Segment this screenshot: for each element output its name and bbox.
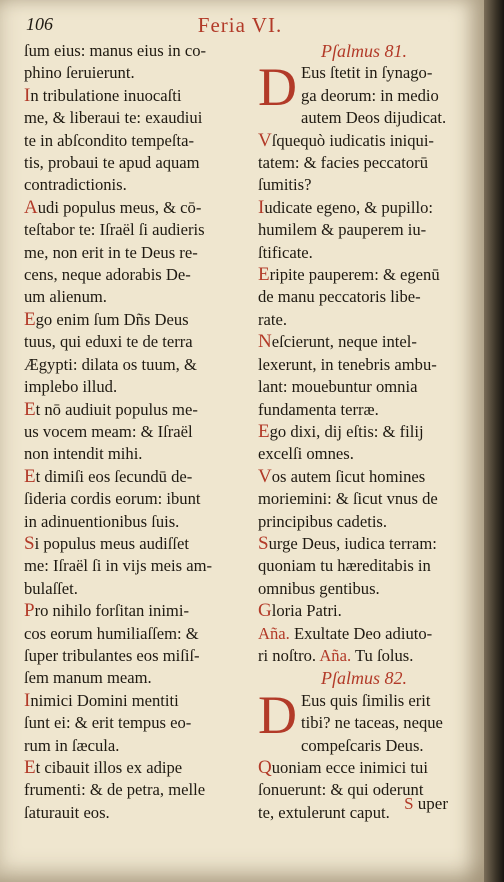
verse-line: contradictionis.: [24, 175, 127, 195]
verse-line: tuus, qui eduxi te de terra: [24, 332, 193, 352]
verse-initial: V: [258, 129, 272, 151]
verse-initial: N: [258, 331, 272, 353]
verse-line: humilem & pauperem iu-: [258, 220, 427, 240]
antiphon-label: Aña.: [258, 623, 290, 643]
verse-initial: I: [258, 196, 265, 218]
left-verse: [24, 40, 252, 85]
verse-line: cos eorum humiliaſſem: &: [24, 623, 199, 643]
verse-line: me: Iſraël ſi in vijs meis am-: [24, 556, 213, 576]
verse-line: omnibus gentibus.: [258, 578, 380, 598]
verse-line: tatem: & facies peccatorū: [258, 153, 428, 173]
verse-line: ſideria cordis eorum: ibunt: [24, 489, 201, 509]
verse-line: Ego enim ſum Dñs Deus: [24, 308, 189, 330]
verse-line: principibus cadetis.: [258, 511, 388, 531]
psalm-81-line: ga deorum: in medio: [301, 85, 439, 105]
verse-line: teſtabor te: Iſraël ſi audieris: [24, 220, 205, 240]
right-verse: [258, 331, 470, 421]
verse-line: me, non erit in te Deus re-: [24, 242, 198, 262]
verse-line: um alienum.: [24, 287, 107, 307]
verse-line: us vocem meam: & Iſraël: [24, 421, 193, 441]
verse-line: frumenti: & de petra, melle: [24, 780, 206, 800]
psalm-81-line: autem Deos dijudicat.: [301, 108, 447, 128]
verse-line: lexerunt, in tenebris ambu-: [258, 354, 437, 374]
verse-line: excelſi omnes.: [258, 444, 354, 464]
left-column: [24, 40, 252, 824]
verse-line: non intendit mihi.: [24, 444, 143, 464]
right-verse: [258, 130, 470, 197]
verse-line: Et nō audiuit populus me-: [24, 398, 198, 420]
verse-line: fundamenta terræ.: [258, 399, 379, 419]
verse-line: Et dimiſi eos ſecundū de-: [24, 465, 193, 487]
verse-line: rate.: [258, 309, 288, 329]
verse-line: Gloria Patri.: [258, 600, 342, 622]
verse-initial: E: [24, 308, 36, 330]
verse-initial: I: [24, 689, 31, 711]
verse-line: Ego dixi, dij eſtis: & filij: [258, 420, 424, 442]
page-header: [26, 14, 454, 40]
verse-initial: S: [24, 532, 35, 554]
verse-initial: S: [258, 532, 269, 554]
psalm-81-line: Eus ſtetit in ſynago-: [301, 63, 433, 83]
left-verse: [24, 690, 252, 757]
psalm-82-line: tibi? ne taceas, neque: [301, 713, 443, 733]
psalm-82-title: Pſalmus 82.: [320, 668, 407, 689]
left-verse: [24, 466, 252, 533]
verse-initial: E: [258, 420, 270, 442]
verse-line: Pro nihilo forſitan inimi-: [24, 600, 189, 622]
left-verse: [24, 85, 252, 197]
verse-line: Vos autem ſicut homines: [258, 465, 426, 487]
verse-line: tis, probaui te apud aquam: [24, 153, 200, 173]
psalm-82-dropcap: D: [258, 689, 297, 745]
verse-line: Iudicate egeno, & pupillo:: [258, 196, 433, 218]
verse-line: bulaſſet.: [24, 578, 78, 598]
verse-line: lant: mouebuntur omnia: [258, 377, 418, 397]
verse-line: moriemini: & ſicut vnus de: [258, 489, 438, 509]
right-verse: [258, 197, 470, 264]
verse-line: cens, neque adorabis De-: [24, 265, 191, 285]
left-verse: [24, 309, 252, 399]
right-verse: [258, 600, 470, 622]
psalm-82-opening: [258, 690, 470, 757]
verse-initial: I: [24, 84, 31, 106]
left-verse: [24, 197, 252, 309]
verse-line: ſaturauit eos.: [24, 802, 110, 822]
verse-line: Surge Deus, iudica terram:: [258, 532, 437, 554]
running-head: Feria VI.: [197, 13, 283, 37]
verse-line: Et cibauit illos ex adipe: [24, 757, 183, 778]
psalm-81-title: Pſalmus 81.: [320, 41, 407, 61]
verse-line: Ægypti: dilata os tuum, &: [24, 354, 197, 374]
verse-line: ſtificate.: [258, 242, 313, 262]
verse-line: Neſcierunt, neque intel-: [258, 331, 417, 353]
verse-line: ſem manum meam.: [24, 668, 152, 688]
right-verse: [258, 421, 470, 466]
verse-line: In tribulatione inuocaſti: [24, 84, 182, 106]
verse-line: Eripite pauperem: & egenū: [258, 264, 440, 286]
right-end-verse: [258, 757, 470, 824]
verse-initial: Q: [258, 757, 272, 778]
verse-line: ſuper tribulantes eos miſiſ-: [24, 645, 200, 665]
psalm-81-dropcap: D: [258, 62, 297, 118]
verse-line: Audi populus meus, & cō-: [24, 196, 202, 218]
right-verse: [258, 533, 470, 600]
page-number: 106: [26, 14, 53, 34]
psalm-82-line: Eus quis ſimilis erit: [301, 690, 431, 710]
verse-line: de manu peccatoris libe-: [258, 287, 421, 307]
verse-line: quoniam tu hæreditabis in: [258, 556, 431, 576]
verse-line: rum in ſæcula.: [24, 735, 120, 755]
verse-initial: E: [24, 757, 36, 778]
verse-initial: V: [258, 465, 272, 487]
verse-line: ſonuerunt: & qui oderunt: [258, 780, 424, 800]
verse-line: phino ſeruierunt.: [24, 63, 135, 83]
verse-line: Si populus meus audiſſet: [24, 532, 189, 554]
verse-initial: E: [24, 465, 36, 487]
verse-line: te, extulerunt caput.: [258, 802, 390, 822]
verse-line: Inimici Domini mentiti: [24, 689, 179, 711]
verse-initial: E: [258, 264, 270, 286]
verse-initial: E: [24, 398, 36, 420]
verse-initial: A: [24, 196, 38, 218]
verse-line: te in abſcondito tempeſta-: [24, 130, 195, 150]
catchword: S uper: [404, 794, 448, 813]
left-verse: [24, 600, 252, 690]
psalm-82-line: compeſcaris Deus.: [301, 735, 424, 755]
verse-line: Quoniam ecce inimici tui: [258, 757, 428, 778]
verse-line: implebo illud.: [24, 377, 118, 397]
antiphon-label-2: Aña.: [319, 645, 352, 665]
right-verse: [258, 466, 470, 533]
right-column: [258, 40, 470, 824]
verse-line: Vſquequò iudicatis iniqui-: [258, 129, 434, 151]
antiphon-line-2: ri noſtro. Aña. Tu ſolus.: [258, 645, 414, 665]
verse-line: ſumitis?: [258, 175, 312, 195]
verse-initial: G: [258, 600, 272, 622]
verse-line: me, & liberaui te: exaudiui: [24, 108, 203, 128]
verse-line: ſunt ei: & erit tempus eo-: [24, 713, 192, 733]
left-verse: [24, 399, 252, 466]
verse-line: ſum eius: manus eius in co-: [24, 41, 207, 60]
antiphon-line-1: Aña. Exultate Deo adiuto-: [258, 623, 433, 643]
right-verse: [258, 264, 470, 331]
psalm-81-opening: [258, 62, 470, 129]
page-edge: [484, 0, 504, 882]
verse-initial: P: [24, 600, 35, 622]
left-verse: [24, 533, 252, 600]
left-verse: [24, 757, 252, 824]
verse-line: in adinuentionibus ſuis.: [24, 511, 180, 531]
